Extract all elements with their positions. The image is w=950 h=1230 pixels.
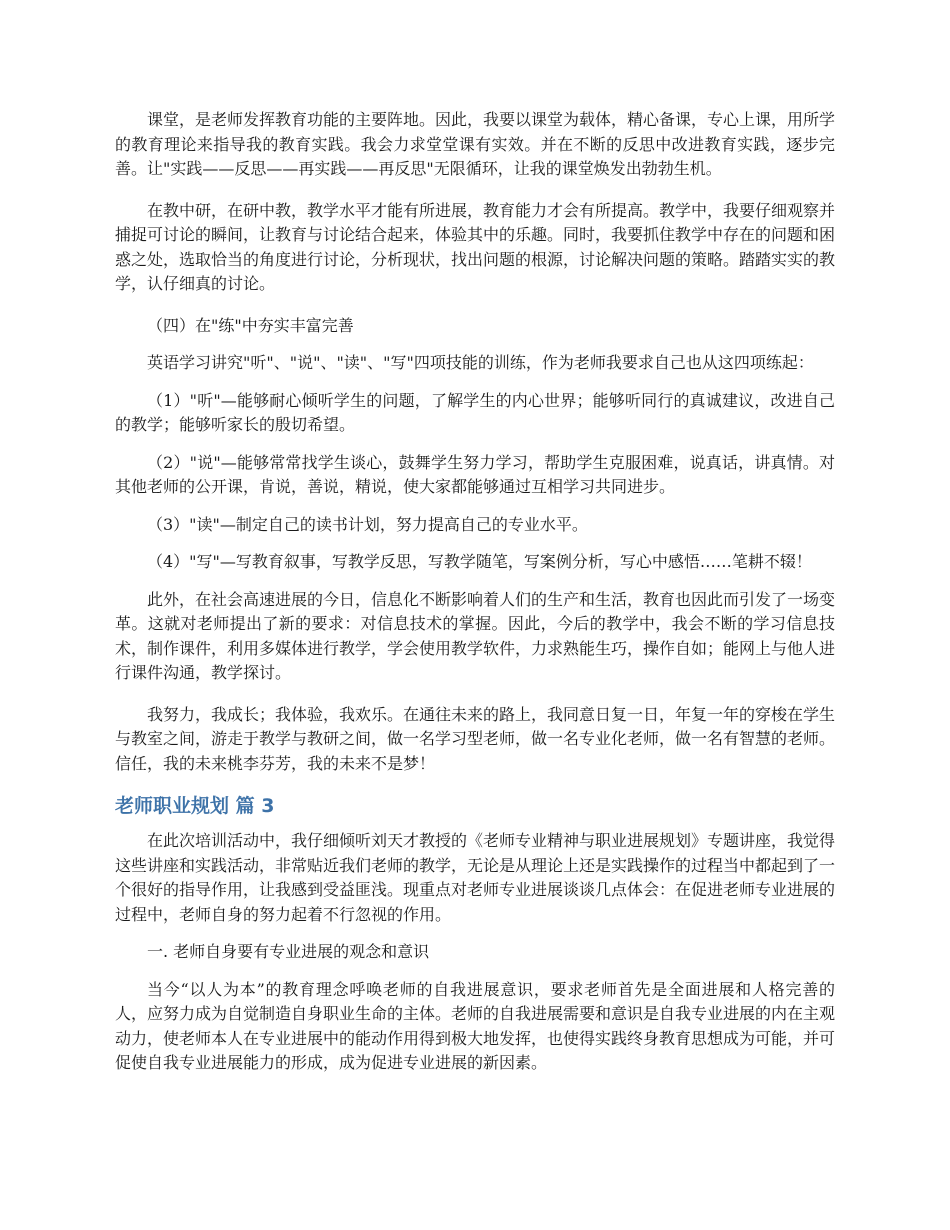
paragraph-classroom: 课堂，是老师发挥教育功能的主要阵地。因此，我要以课堂为载体，精心备课，专心上课，用所学的教育理论来指导我的教育实践。我会力求堂堂课有实效。并在不断的反思中改进教育实践，逐步完善。让"实践——反思——再实践——再反思"无限循环，让我的课堂焕发出勃勃生机。: [115, 110, 836, 178]
section-heading: 老师职业规划 篇 3: [115, 795, 275, 817]
paragraph-four-skills: 英语学习讲究"听"、"说"、"读"、"写"四项技能的训练，作为老师我要求自己也从这四项练起：: [147, 353, 814, 372]
paragraph-conclusion: 我努力，我成长；我体验，我欢乐。在通往未来的路上，我同意日复一日，年复一年的穿梭在学生与教室之间，游走于教学与教研之间，做一名学习型老师，做一名专业化老师，做一名有智慧的老师。信任，我的未来桃李芬芳，我的未来不是梦！: [115, 704, 836, 773]
subheading-practice: （四）在"练"中夯实丰富完善: [147, 315, 354, 335]
list-item-listen: （1）"听"—能够耐心倾听学生的问题，了解学生的内心世界；能够听同行的真诚建议，改进自己的教学；能够听家长的殷切希望。: [115, 390, 835, 434]
paragraph-research: 在教中研，在研中教，教学水平才能有所进展，教育能力才会有所提高。教学中，我要仔细观察并捕捉可讨论的瞬间，让教育与讨论结合起来，体验其中的乐趣。同时，我要抓住教学中存在的问题和困惑之处，选取恰当的角度进行讨论，分析现状，找出问题的根源，讨论解决问题的策略。踏踏实实的教学，认仔细真的讨论。: [115, 200, 836, 293]
paragraph-training: 在此次培训活动中，我仔细倾听刘天才教授的《老师专业精神与职业进展规划》专题讲座，我觉得这些讲座和实践活动，非常贴近我们老师的教学，无论是从理论上还是实践操作的过程当中都起到了一个很好的指导作用，让我感到受益匪浅。现重点对老师专业进展谈谈几点体会：在促进老师专业进展的过程中，老师自身的努力起着不行忽视的作用。: [115, 831, 836, 924]
paragraph-information-tech: 此外，在社会高速进展的今日，信息化不断影响着人们的生产和生活，教育也因此而引发了一场变革。这就对老师提出了新的要求：对信息技术的掌握。因此，今后的教学中，我会不断的学习信息技术，制作课件，利用多媒体进行教学，学会使用教学软件，力求熟能生巧，操作自如；能网上与他人进行课件沟通，教学探讨。: [115, 589, 836, 682]
list-item-write: （4）"写"—写教育叙事，写教学反思，写教学随笔，写案例分析，写心中感悟……笔耕不辍！: [147, 552, 812, 571]
list-item-speak: （2）"说"—能够常常找学生谈心，鼓舞学生努力学习，帮助学生克服困难，说真话，讲真情。对其他老师的公开课，肯说，善说，精说，使大家都能够通过互相学习共同进步。: [115, 452, 835, 496]
list-item-read: （3）"读"—制定自己的读书计划，努力提高自己的专业水平。: [147, 514, 588, 534]
subheading-awareness: 一. 老师自身要有专业进展的观念和意识: [147, 942, 430, 961]
paragraph-self-development: 当今“以人为本”的教育理念呼唤老师的自我进展意识，要求老师首先是全面进展和人格完善的人，应努力成为自觉制造自身职业生命的主体。老师的自我进展需要和意识是自我专业进展的内在主观动力，使老师本人在专业进展中的能动作用得到极大地发挥，也使得实践终身教育思想成为可能，并可促使自我专业进展能力的形成，成为促进专业进展的新因素。: [115, 979, 836, 1072]
